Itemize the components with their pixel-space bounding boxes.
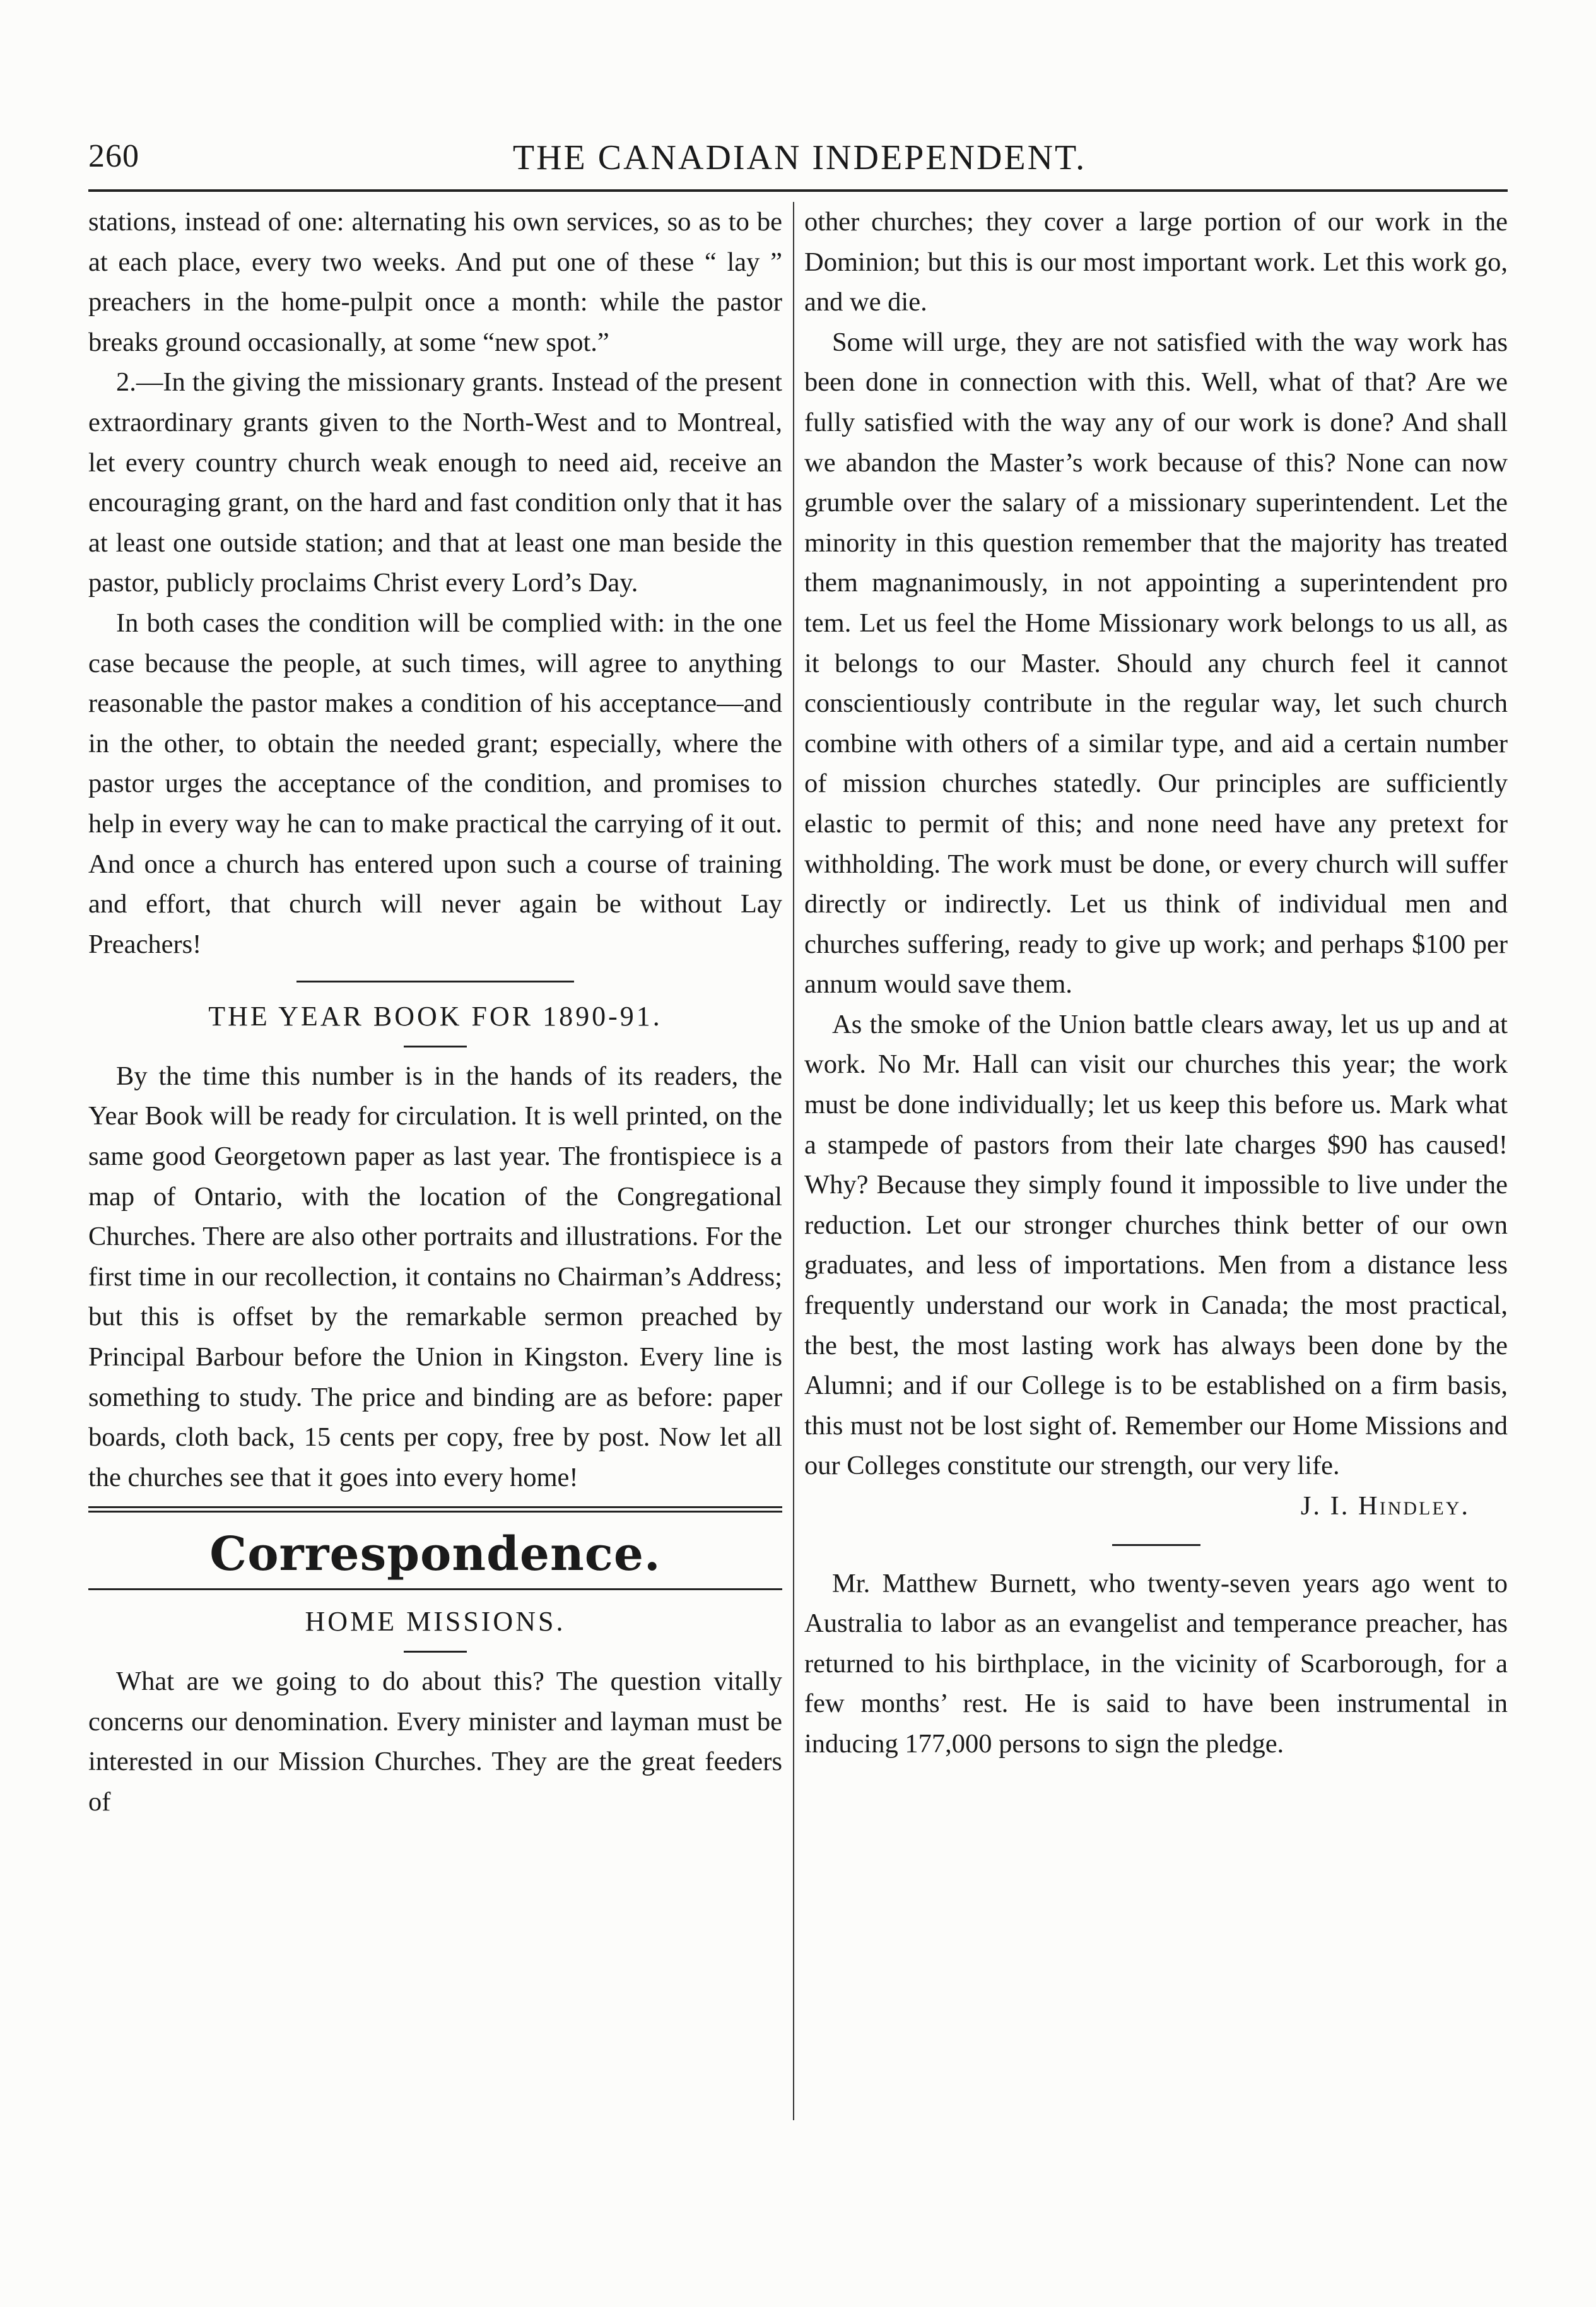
left-paragraph-4: By the time this number is in the hands of its readers, the Year Book will be ready for circulation. It is well printed, on the same good Georgetown paper as last year. The frontispiece is a map of Ontario, with the location of the Congregational Churches. There are also other portraits and illustrations. For the first time in our recollection, it contains no Chairman’s Address; but this is offset by the remarkable sermon preached by Principal Barbour before the Union in Kingston. Every line is something to study. The price and binding are as before: paper boards, cloth back, 15 cents per copy, free by post. Now let all the churches see that it goes into every home!	[88, 1061, 782, 1492]
page-header	[88, 138, 1511, 188]
right-column	[804, 202, 1508, 1764]
heading-rule	[404, 1046, 467, 1047]
running-title: THE CANADIAN INDEPENDENT.	[512, 138, 1087, 177]
left-paragraph-2: 2.—In the giving the missionary grants. Instead of the present extraordinary grants given to the North-West and to Montreal, let every country church weak enough to need aid, receive an encouraging grant, on the hard and fast condition only that it has at least one outside station; and that at least one man beside the pastor, publicly proclaims Christ every Lord’s Day.	[88, 367, 782, 598]
left-paragraph-3: In both cases the condition will be complied with: in the one case because the people, at such times, will agree to anything reasonable the pastor makes a condition of his acceptance—and in the other, to obtain the needed grant; especially, where the pastor urges the acceptance of the condition, and promises to help in every way he can to make practical the carrying of it out. And once a church has entered upon such a course of training and effort, that church will never again be without Lay Preachers!	[88, 608, 782, 959]
year-book-heading: THE YEAR BOOK FOR 1890-91.	[208, 1001, 662, 1032]
signature: J. I. Hindley.	[1300, 1491, 1470, 1521]
right-paragraph-3: As the smoke of the Union battle clears away, let us up and at work. No Mr. Hall can visit our churches this year; the work must be done individually; let us keep this before us. Mark what a stampede of pastors from their late charges $90 has caused! Why? Because they simply found it impossible to live under the reduction. Let our stronger churches think better of our own graduates, and less of importations. Men from a distance less frequently understand our work in Canada; the most practical, the best, the most lasting work has always been done by the Alumni; and if our College is to be established on a firm basis, this must not be lost sight of. Remember our Home Missions and our Colleges constitute our strength, our very life.	[804, 1009, 1508, 1481]
header-rule	[88, 189, 1508, 192]
left-paragraph-1: stations, instead of one: alternating his own services, so as to be at each place, every two weeks. And put one of these “ lay ” preachers in the home-pulpit once a month: while the pastor breaks ground occasionally, at some “new spot.”	[88, 207, 782, 357]
section-title: Correspondence.	[209, 1527, 661, 1582]
heading-rule	[404, 1651, 467, 1653]
column-divider	[793, 202, 794, 2120]
home-missions-heading: HOME MISSIONS.	[305, 1606, 566, 1637]
signature-rule	[1112, 1544, 1200, 1546]
left-column	[88, 202, 782, 1822]
right-paragraph-4: Mr. Matthew Burnett, who twenty-seven years ago went to Australia to labor as an evangelist and temperance preacher, has returned to his birthplace, in the vicinity of Scarborough, for a few months’ rest. He is said to have been instrumental in inducing 177,000 persons to sign the pledge.	[804, 1568, 1508, 1759]
double-rule	[88, 1506, 782, 1513]
left-paragraph-5: What are we going to do about this? The question vitally concerns our denomination. Every minister and layman must be interested in our Mission Churches. They are the great feeders of	[88, 1667, 782, 1817]
section-rule	[296, 981, 574, 982]
right-paragraph-2: Some will urge, they are not satisfied with the way work has been done in connection with this. Well, what of that? Are we fully satisfied with the way any of our work is done? And shall we abandon the Master’s work because of this? None can now grumble over the salary of a missionary superintendent. Let the minority in this question remember that the majority has treated them magnanimously, in not appointing a superintendent pro tem. Let us feel the Home Missionary work belongs to us all, as it belongs to our Master. Should any church feel it cannot conscientiously contribute in the regular way, let such church combine with others of a similar type, and aid a certain number of mission churches statedly. Our principles are sufficiently elastic to permit of this; and none need have any pretext for withholding. The work must be done, or every church will suffer directly or indirectly. Let us think of individual men and churches suffering, ready to give up work; and perhaps $100 per annum would save them.	[804, 327, 1508, 1000]
page-number: 260	[88, 138, 139, 174]
right-paragraph-1: other churches; they cover a large portion of our work in the Dominion; but this is our most important work. Let this work go, and we die.	[804, 207, 1508, 317]
section-title-rule	[88, 1588, 782, 1590]
